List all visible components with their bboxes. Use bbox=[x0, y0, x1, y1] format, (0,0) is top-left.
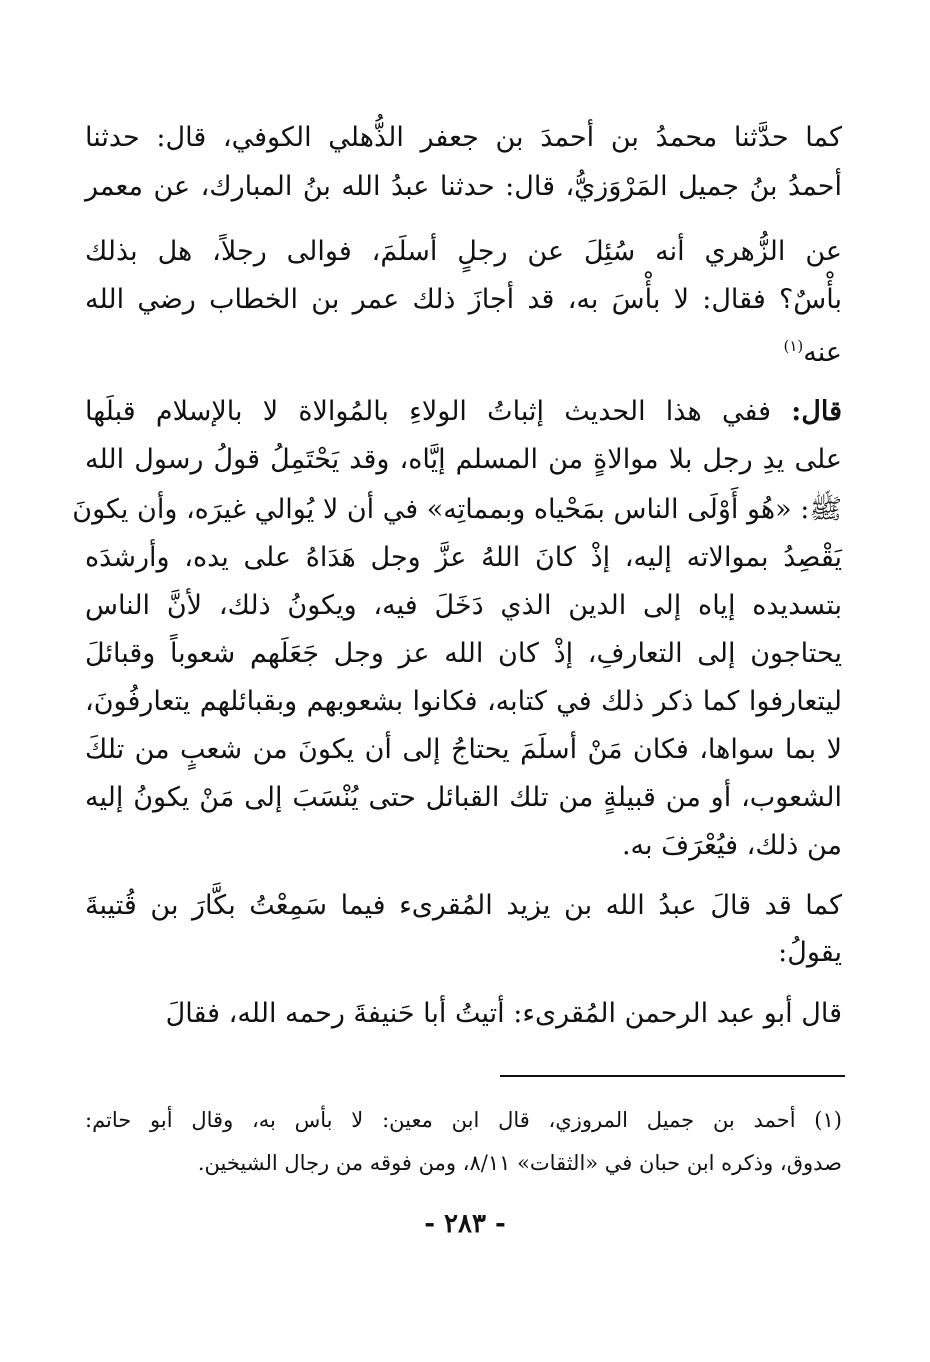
body-line-15: من ذلك، فيُعْرَفَ به. bbox=[621, 830, 842, 861]
body-line-9: يَقْصِدُ بموالاته إليه، إذْ كانَ اللهُ عزَّ وجل هَدَاهُ على يده، وأرشدَه bbox=[85, 542, 842, 573]
body-line-1: كما حدَّثنا محمدُ بن أحمدَ بن جعفر الذُّهلي الكوفي، قال: حدثنا bbox=[85, 122, 842, 153]
body-line-7: على يدِ رجل بلا موالاةٍ من المسلم إيَّاه، وقد يَحْتَمِلُ قولُ رسول الله bbox=[85, 444, 842, 475]
footnote-ref: (١) bbox=[783, 337, 804, 355]
body-line-5 bbox=[85, 326, 842, 373]
body-line-14: الشعوب، أو من قبيلةٍ من تلك القبائل حتى يُنْسَبَ إلى مَنْ يكونُ إليه bbox=[85, 782, 842, 813]
footnote-line-2: صدوق، وذكره ابن حبان في «الثقات» ٨/١١، ومن فوقه من رجال الشيخين. bbox=[197, 1151, 842, 1175]
page-number: - ٢٨٣ - bbox=[424, 1209, 506, 1239]
body-line-3: عن الزُّهري أنه سُئِلَ عن رجلٍ أسلَمَ، فوالى رجلاً، هل بذلك bbox=[85, 236, 842, 267]
body-line-18: قال أبو عبد الرحمن المُقرىء: أتيتُ أبا حَنيفةَ رحمه الله، فقالَ bbox=[165, 998, 842, 1029]
body-line-11: يحتاجون إلى التعارفِ، إذْ كان الله عز وجل جَعَلَهم شعوباً وقبائلَ bbox=[85, 638, 842, 669]
body-line-16: كما قد قالَ عبدُ الله بن يزيد المُقرىء فيما سَمِعْتُ بكَّارَ بن قُتيبةَ bbox=[85, 890, 842, 921]
body-line-13: لا بما سواها، فكان مَنْ أسلَمَ يحتاجُ إلى أن يكونَ من شعبٍ من تلكَ bbox=[85, 734, 842, 765]
qal-label: قال: bbox=[791, 396, 842, 427]
footnote-separator bbox=[500, 1075, 845, 1077]
body-line-12: ليتعارفوا كما ذكر ذلك في كتابه، فكانوا بشعوبهم وبقبائلهم يتعارفُونَ، bbox=[85, 686, 842, 717]
body-line-8: ﷺ: «هُو أَوْلَى الناس بمَحْياه وبمماتِه» في أن لا يُوالي غيرَه، وأن يكونَ bbox=[72, 494, 842, 525]
footnote-line-1: (١) أحمد بن جميل المروزي، قال ابن معين: لا بأس به، وقال أبو حاتم: bbox=[85, 1108, 842, 1132]
body-line-4: بأْسٌ؟ فقال: لا بأْسَ به، قد أجازَ ذلك عمر بن الخطاب رضي الله bbox=[85, 284, 842, 315]
body-line-17: يقولُ: bbox=[778, 937, 842, 968]
body-line-2: أحمدُ بنُ جميل المَرْوَزيُّ، قال: حدثنا عبدُ الله بنُ المبارك، عن معمر bbox=[85, 171, 842, 202]
body-line-10: بتسديده إياه إلى الدين الذي دَخَلَ فيه، ويكونُ ذلك، لأنَّ الناس bbox=[85, 590, 842, 621]
body-line-6 bbox=[85, 392, 842, 432]
body-line-5-text: عنه bbox=[803, 337, 842, 368]
body-line-6-text: ففي هذا الحديث إثباتُ الولاءِ بالمُوالاة لا بالإسلام قبلَها bbox=[85, 396, 772, 427]
